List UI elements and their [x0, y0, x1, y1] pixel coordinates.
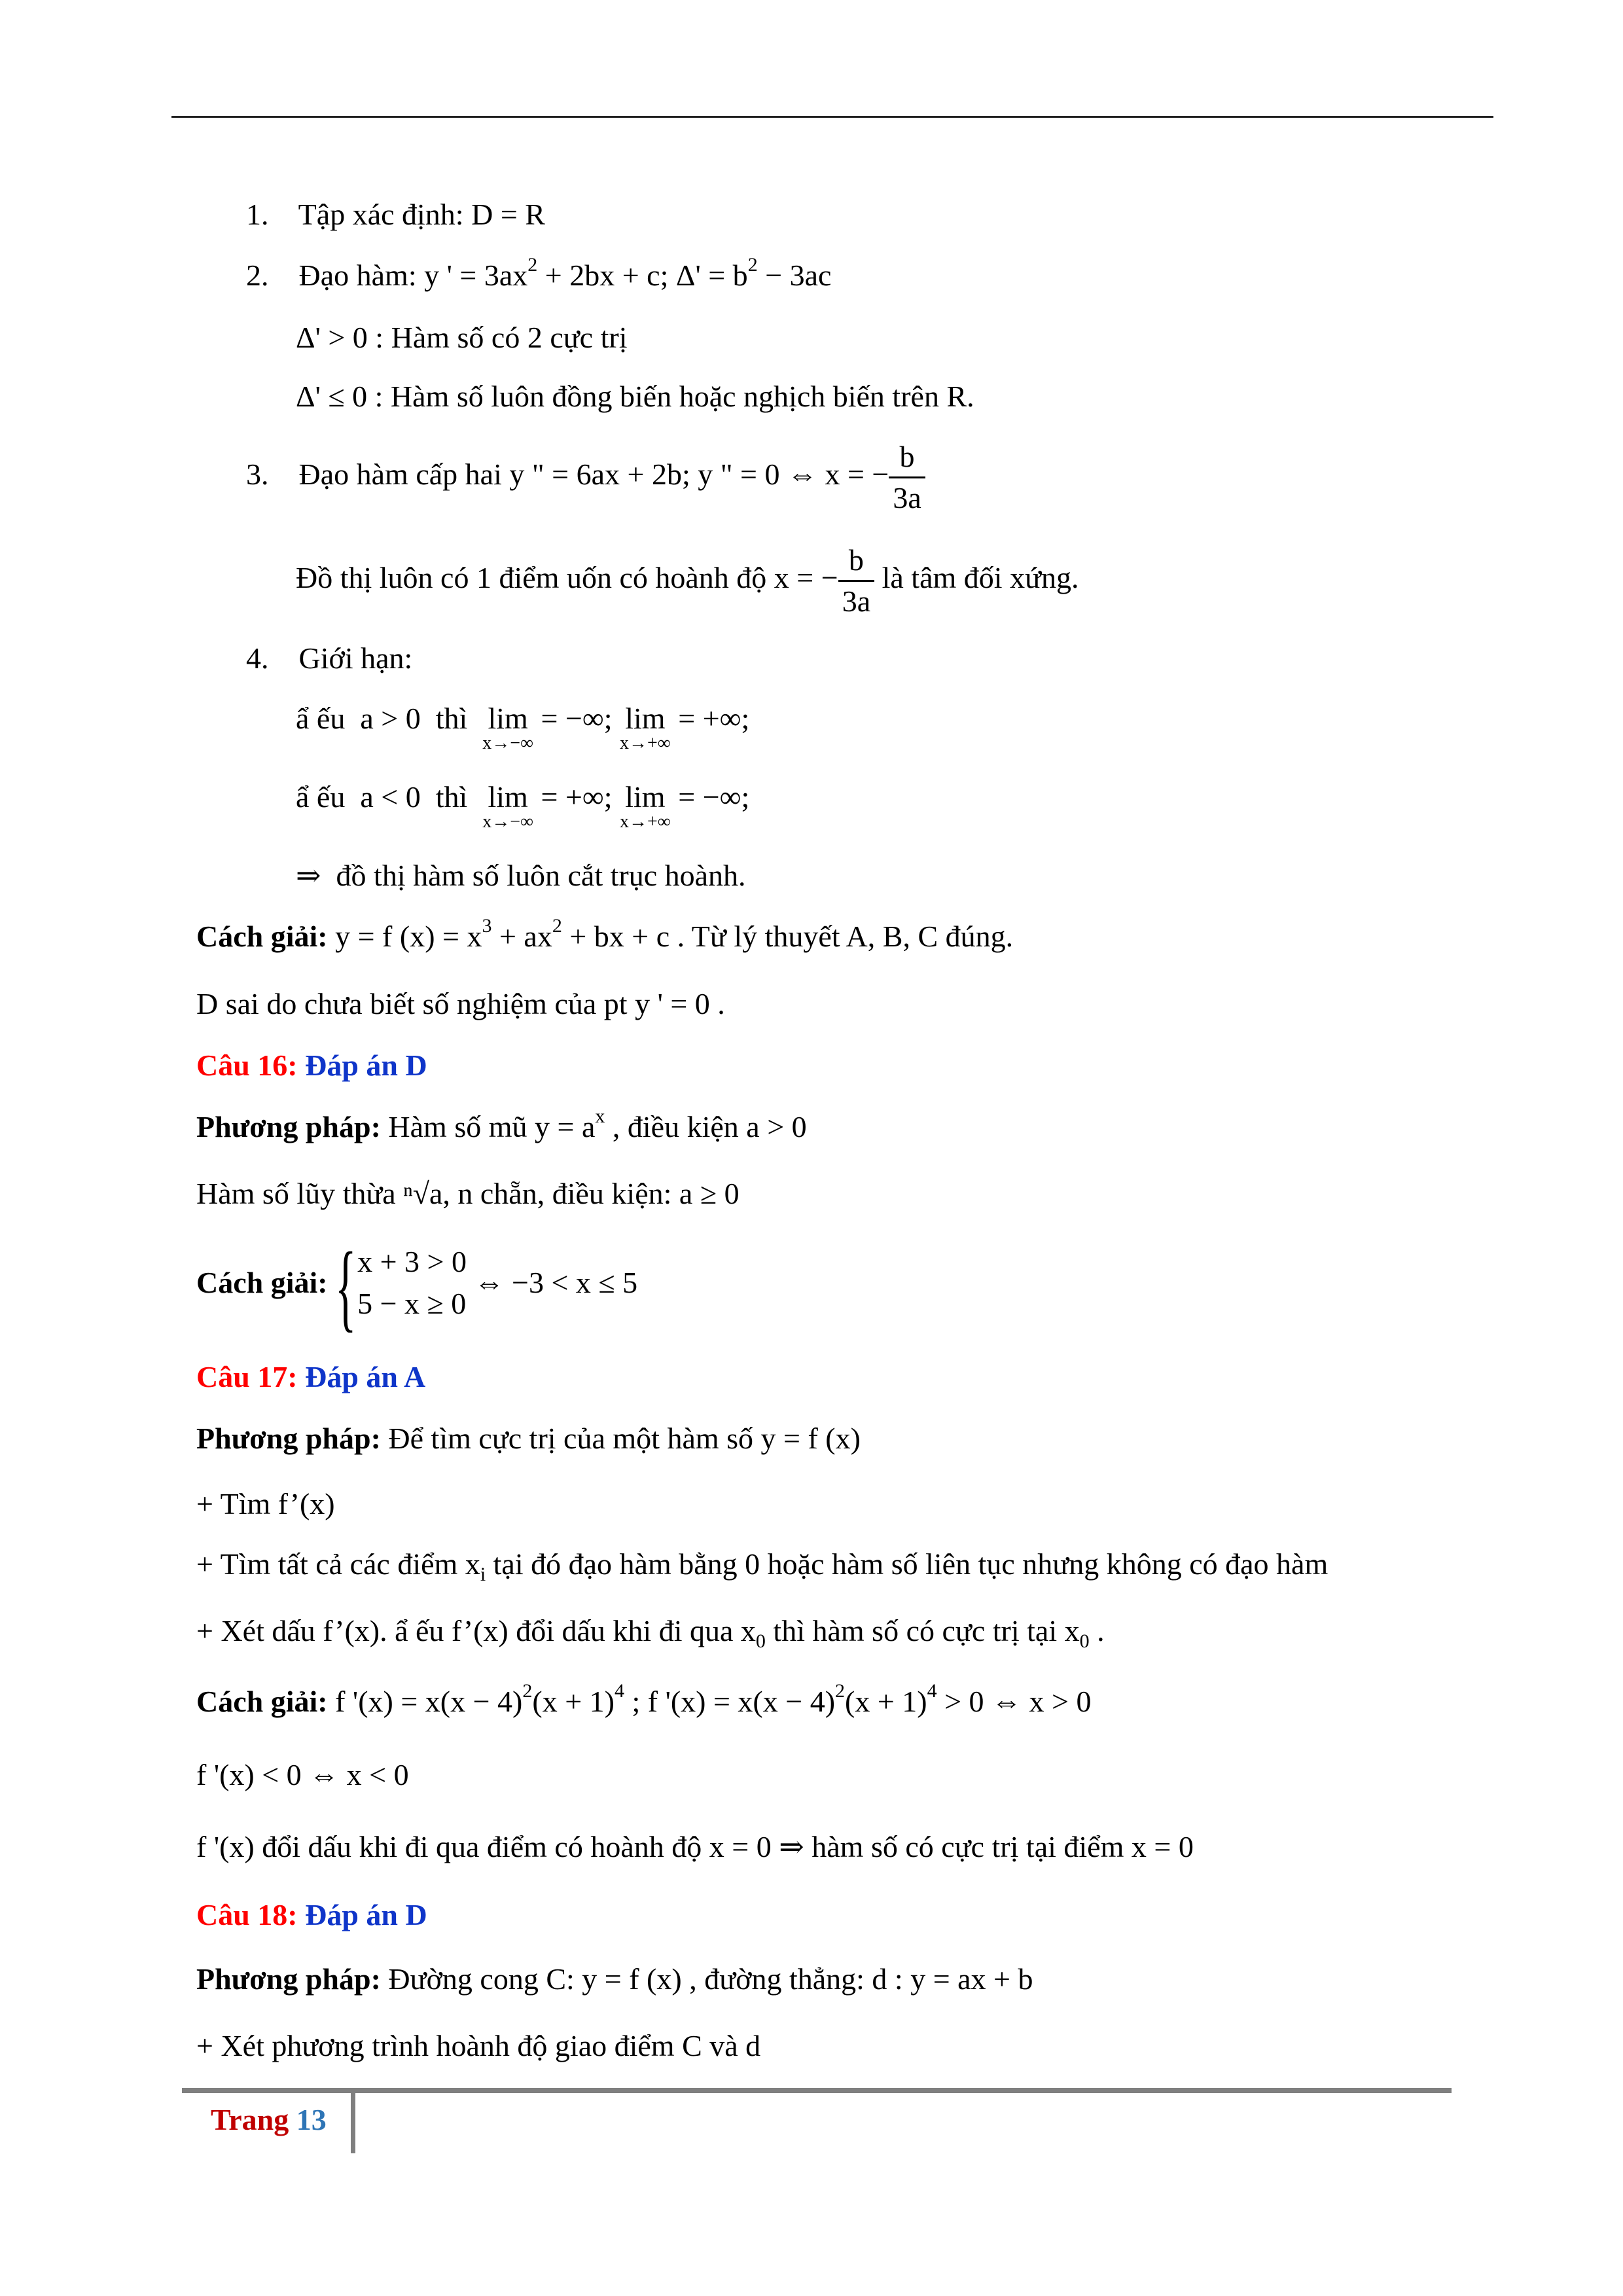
item-text: Hàm số luôn đồng biến hoặc nghịch biến trên R.: [390, 380, 974, 413]
footer-rule: [182, 2088, 1452, 2093]
q17-heading: Câu 17: Đáp án A: [196, 1360, 426, 1393]
list-subitem: [296, 319, 627, 356]
list-item-2: [246, 254, 832, 294]
item-text: Hàm số có 2 cực trị: [391, 321, 628, 354]
conclusion: ⇒ đồ thị hàm số luôn cắt trục hoành.: [296, 859, 746, 892]
q17-negative: f '(x) < 0 ⇔ x < 0: [196, 1758, 409, 1791]
item-text: Đạo hàm:: [298, 259, 417, 292]
fraction: $\frac{b}{3a}$: [889, 437, 925, 518]
item-text: Đồ thị luôn có 1 điểm uốn có hoành độ: [296, 561, 767, 595]
item-number: 1.: [246, 198, 269, 231]
math-expression: Δ' ≤ 0 :: [296, 380, 383, 413]
q17-step-2: + Tìm tất cả các điểm $x_i$ tại đó đạo hàm bằng 0 hoặc hàm số liên tục nhưng không có đạo hàm: [196, 1547, 1329, 1585]
q17-solution: Cách giải: f '$(x) = x(x - 4)^2(x + 1)^4$ ; f '$(x) = x(x - 4)^2(x + 1)^4 > 0$ ⇔ x > 0: [196, 1680, 1092, 1718]
q16-solution: Cách giải: { x + 3 > 0 5 − x ≥ 0 ⇔ −3 < x ≤ 5: [196, 1232, 638, 1341]
q16-heading: Câu 16: Đáp án D: [196, 1049, 427, 1082]
footer-divider: [351, 2088, 355, 2153]
limit-case-positive: ẩ ếu a > 0 thì lim x→−∞ = −∞; lim x→+∞ = +∞;: [296, 702, 750, 753]
q17-conclusion: f '(x) đổi dấu khi đi qua điểm có hoành độ x = 0 ⇒ hàm số có cực trị tại điểm x = 0: [196, 1830, 1194, 1863]
item-text: Đạo hàm cấp hai: [298, 457, 502, 492]
item-text: Tập xác định:: [298, 198, 464, 231]
list-item-1: [246, 196, 545, 233]
math-expression: x = −: [774, 561, 838, 595]
list-subitem: [296, 541, 1079, 621]
math-expression: y = f $(x) = x^3 + ax^2$ + bx + c: [335, 915, 670, 953]
math-expression: Δ' > 0 :: [296, 321, 384, 354]
solution-label: Cách giải:: [196, 920, 328, 953]
q16-power-rule: Hàm số lũy thừa ⁿ√a, n chẵn, điều kiện: a ≥ 0: [196, 1177, 740, 1210]
q18-heading: Câu 18: Đáp án D: [196, 1898, 427, 1931]
item-text: Giới hạn:: [298, 641, 413, 675]
q15-solution: Cách giải: y = f $(x) = x^3 + ax^2$ + bx + c . Từ lý thuyết A, B, C đúng.: [196, 915, 1014, 953]
math-expression: D = R: [471, 198, 545, 231]
item-number: 3.: [246, 457, 269, 492]
q15-note: D sai do chưa biết số nghiệm của pt y ' = 0 .: [196, 987, 725, 1020]
q17-method: Phương pháp: Để tìm cực trị của một hàm số y = f (x): [196, 1422, 861, 1455]
page-number-value: 13: [296, 2103, 327, 2136]
q18-step-1: + Xét phương trình hoành độ giao điểm C và d: [196, 2029, 761, 2062]
page-label: Trang: [211, 2103, 289, 2136]
q17-step-1: + Tìm f’(x): [196, 1487, 335, 1520]
q18-method: Phương pháp: Đường cong C: y = f (x) , đường thẳng: d : y = ax + b: [196, 1962, 1033, 1996]
list-subitem: [296, 378, 974, 415]
list-item-3: [246, 437, 925, 518]
q16-method: Phương pháp: Hàm số mũ $y = a^x$ , điều kiện a > 0: [196, 1105, 807, 1143]
limit-case-negative: ẩ ếu a < 0 thì lim x→−∞ = +∞; lim x→+∞ = −∞;: [296, 780, 750, 832]
system-of-inequalities: { x + 3 > 0 5 − x ≥ 0: [335, 1232, 467, 1341]
math-expression: y ' = $3ax^2 + 2bx + c$; $\Delta' = b^2 - 3ac$: [424, 254, 832, 292]
list-item-4: [246, 640, 412, 677]
item-number: 2.: [246, 259, 269, 292]
header-rule: [171, 116, 1493, 118]
q17-step-3: + Xét dấu f’(x). ẩ ếu f’(x) đổi dấu khi đi qua $x_0$ thì hàm số có cực trị tại $x_0$ .: [196, 1614, 1105, 1652]
item-number: 4.: [246, 641, 269, 675]
item-text: là tâm đối xứng.: [882, 561, 1079, 595]
math-expression: y " = 6ax + 2b; y " = 0 ⇔ x = −: [509, 457, 889, 492]
fraction: $\frac{b}{3a}$: [838, 541, 874, 621]
page-number: [211, 2102, 327, 2137]
